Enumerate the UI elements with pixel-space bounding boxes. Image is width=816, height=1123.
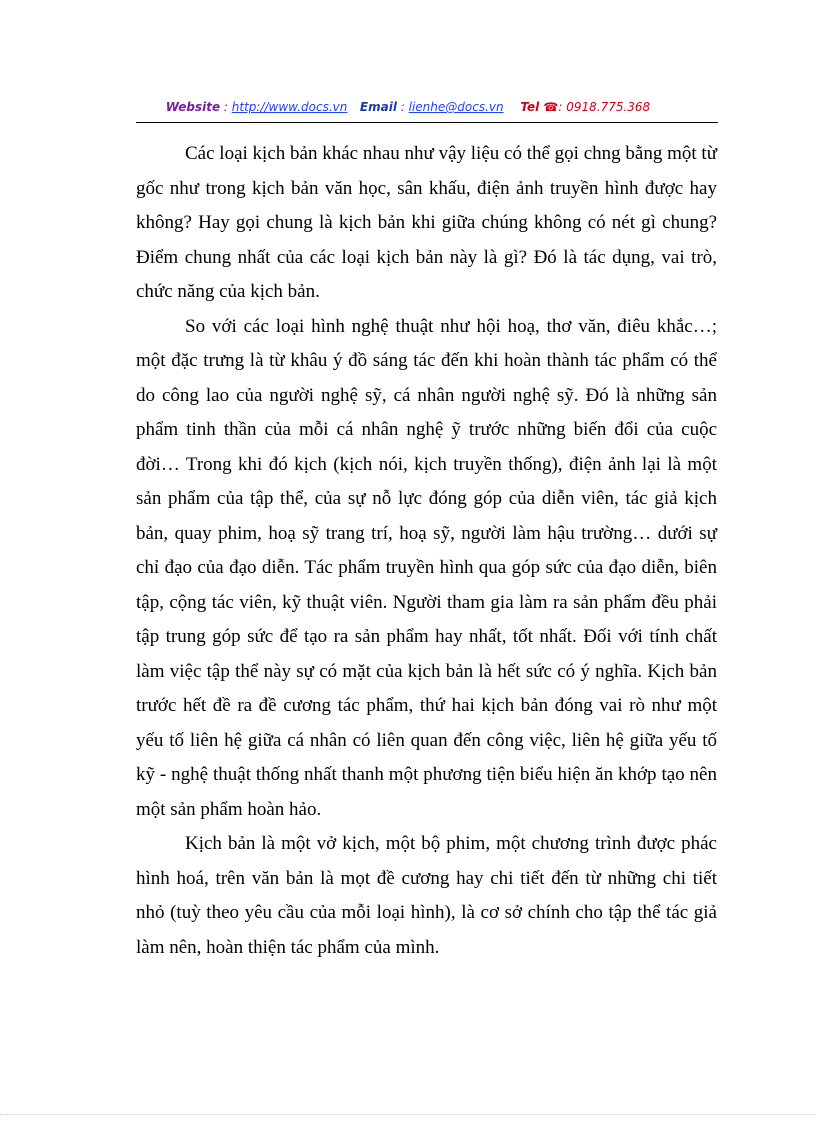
telephone-icon: ☎ xyxy=(543,100,559,114)
page-header xyxy=(0,100,816,114)
paragraph: Các loại kịch bản khác nhau như vậy liệu có thể gọi chng bằng một từ gốc như trong kịch bản văn học, sân khấu, điện ảnh truyền hình được hay không? Hay gọi chung là kịch bản khi giữa chúng không có nét gì chung? Điểm chung nhất của các loại kịch bản này là gì? Đó là tác dụng, vai trò, chức năng của kịch bản. xyxy=(136,143,717,302)
email-separator: : xyxy=(396,100,409,114)
email-label: Email xyxy=(359,100,397,114)
footer-divider xyxy=(0,1114,816,1115)
tel-separator: : xyxy=(558,100,567,114)
tel-label: Tel xyxy=(520,100,540,114)
website-separator: : xyxy=(220,100,232,114)
website-label: Website xyxy=(165,100,221,114)
email-link[interactable]: lienhe@docs.vn xyxy=(408,100,504,114)
phone-number: 0918.775.368 xyxy=(566,100,651,114)
website-link[interactable]: http://www.docs.vn xyxy=(231,100,348,114)
header-divider xyxy=(136,122,718,123)
paragraph: So với các loại hình nghệ thuật như hội hoạ, thơ văn, điêu khắc…; một đặc trưng là từ khâu ý đồ sáng tác đến khi hoàn thành tác phẩm có thể do công lao của người nghệ sỹ, cá nhân người nghệ sỹ. Đó là những sản phẩm tinh thần của mỗi cá nhân nghệ ỹ trước những biến đổi của cuộc đời… Trong khi đó kịch (kịch nói, kịch truyền thống), điện ảnh lại là một sản phẩm của tập thể, của sự nỗ lực đóng góp của diễn viên, tác giả kịch bản, quay phim, hoạ sỹ trang trí, hoạ sỹ, người làm hậu trường… dưới sự chỉ đạo của đạo diễn. Tác phẩm truyền hình qua góp sức của đạo diễn, biên tập, cộng tác viên, kỹ thuật viên. Người tham gia làm ra sản phẩm đều phải tập trung góp sức để tạo ra sản phẩm hay nhất, tốt nhất. Đối với tính chất làm việc tập thể này sự có mặt của kịch bản là hết sức có ý nghĩa. Kịch bản trước hết đề ra đề cương tác phẩm, thứ hai kịch bản đóng vai rò như một yếu tố liên hệ giữa cá nhân có liên quan đến công việc, liên hệ giữa yếu tố kỹ - nghệ thuật thống nhất thanh một phương tiện biểu hiện ăn khớp tạo nên một sản phẩm hoàn hảo. xyxy=(136,315,717,820)
document-body xyxy=(136,137,717,965)
paragraph: Kịch bản là một vở kịch, một bộ phim, một chương trình được phác hình hoá, trên văn bản là mọt đề cương hay chi tiết đến từ những chi tiết nhỏ (tuỳ theo yêu cầu của mỗi loại hình), là cơ sở chính cho tập thể tác giả làm nên, hoàn thiện tác phẩm của mình. xyxy=(136,833,717,958)
